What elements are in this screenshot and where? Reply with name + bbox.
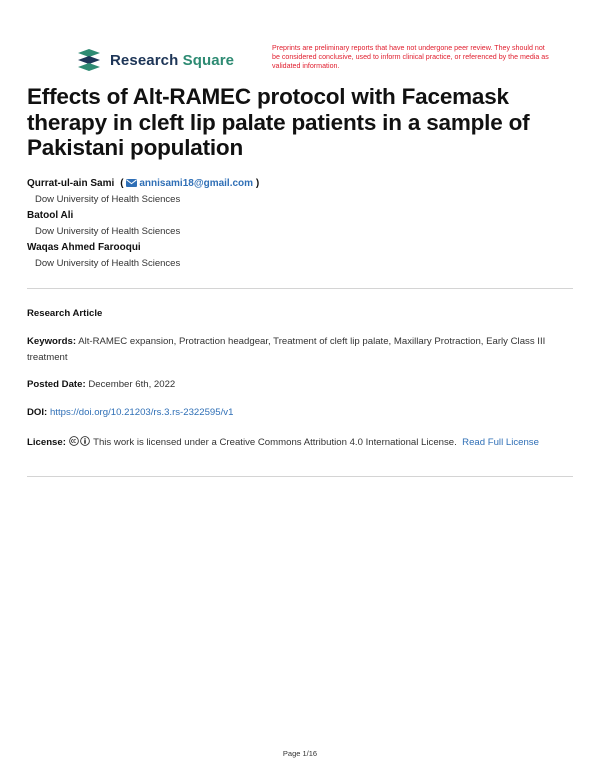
posted-date-value: December 6th, 2022 xyxy=(88,379,176,390)
read-full-license-link[interactable]: Read Full License xyxy=(462,437,539,448)
author-email-group: ( annisami18@gmail.com ) xyxy=(120,178,260,189)
doi-section xyxy=(27,405,573,421)
posted-date-label: Posted Date: xyxy=(27,379,86,390)
research-square-logo-icon xyxy=(76,47,102,73)
paper-title: Effects of Alt-RAMEC protocol with Facemask therapy in cleft lip palate patients in a sample of Pakistani population xyxy=(27,84,530,160)
author-item xyxy=(27,209,567,238)
license-text: This work is licensed under a Creative Commons Attribution 4.0 International License. xyxy=(93,437,457,448)
article-type-label: Research Article xyxy=(27,308,103,319)
creative-commons-icon xyxy=(69,436,79,446)
author-affiliation: Dow University of Health Sciences xyxy=(35,226,181,237)
logo-text: Research Square xyxy=(110,51,235,69)
author-list xyxy=(27,177,567,273)
preprint-notice: Preprints are preliminary reports that have not undergone peer review. They should not be considered conclusive, used to inform clinical practice, or referenced by the media as validated information. xyxy=(272,44,549,71)
research-square-logo[interactable] xyxy=(76,47,234,73)
mail-icon xyxy=(126,179,137,187)
author-affiliation: Dow University of Health Sciences xyxy=(35,194,181,205)
divider xyxy=(27,288,573,289)
author-email-link[interactable]: annisami18@gmail.com xyxy=(139,178,254,189)
author-name: Qurrat-ul-ain Sami xyxy=(27,178,115,189)
page-number: Page 1/16 xyxy=(282,749,318,758)
keywords-section xyxy=(27,334,573,366)
doi-link[interactable]: https://doi.org/10.21203/rs.3.rs-2322595/v1 xyxy=(49,407,234,418)
author-item xyxy=(27,241,567,270)
attribution-icon xyxy=(80,436,90,446)
license-label: License: xyxy=(27,437,66,448)
author-affiliation: Dow University of Health Sciences xyxy=(35,258,181,269)
author-name: Batool Ali xyxy=(27,210,74,221)
keywords-text: Alt-RAMEC expansion, Protraction headgear, Treatment of cleft lip palate, Maxillary Protraction, Early Class III treatment xyxy=(27,336,546,363)
author-item xyxy=(27,177,567,206)
license-section xyxy=(27,435,573,451)
divider xyxy=(27,476,573,477)
doi-label: DOI: xyxy=(27,407,48,418)
posted-date-section xyxy=(27,377,573,393)
keywords-label: Keywords: xyxy=(27,336,77,347)
author-name: Waqas Ahmed Farooqui xyxy=(27,242,141,253)
article-type xyxy=(27,306,573,322)
